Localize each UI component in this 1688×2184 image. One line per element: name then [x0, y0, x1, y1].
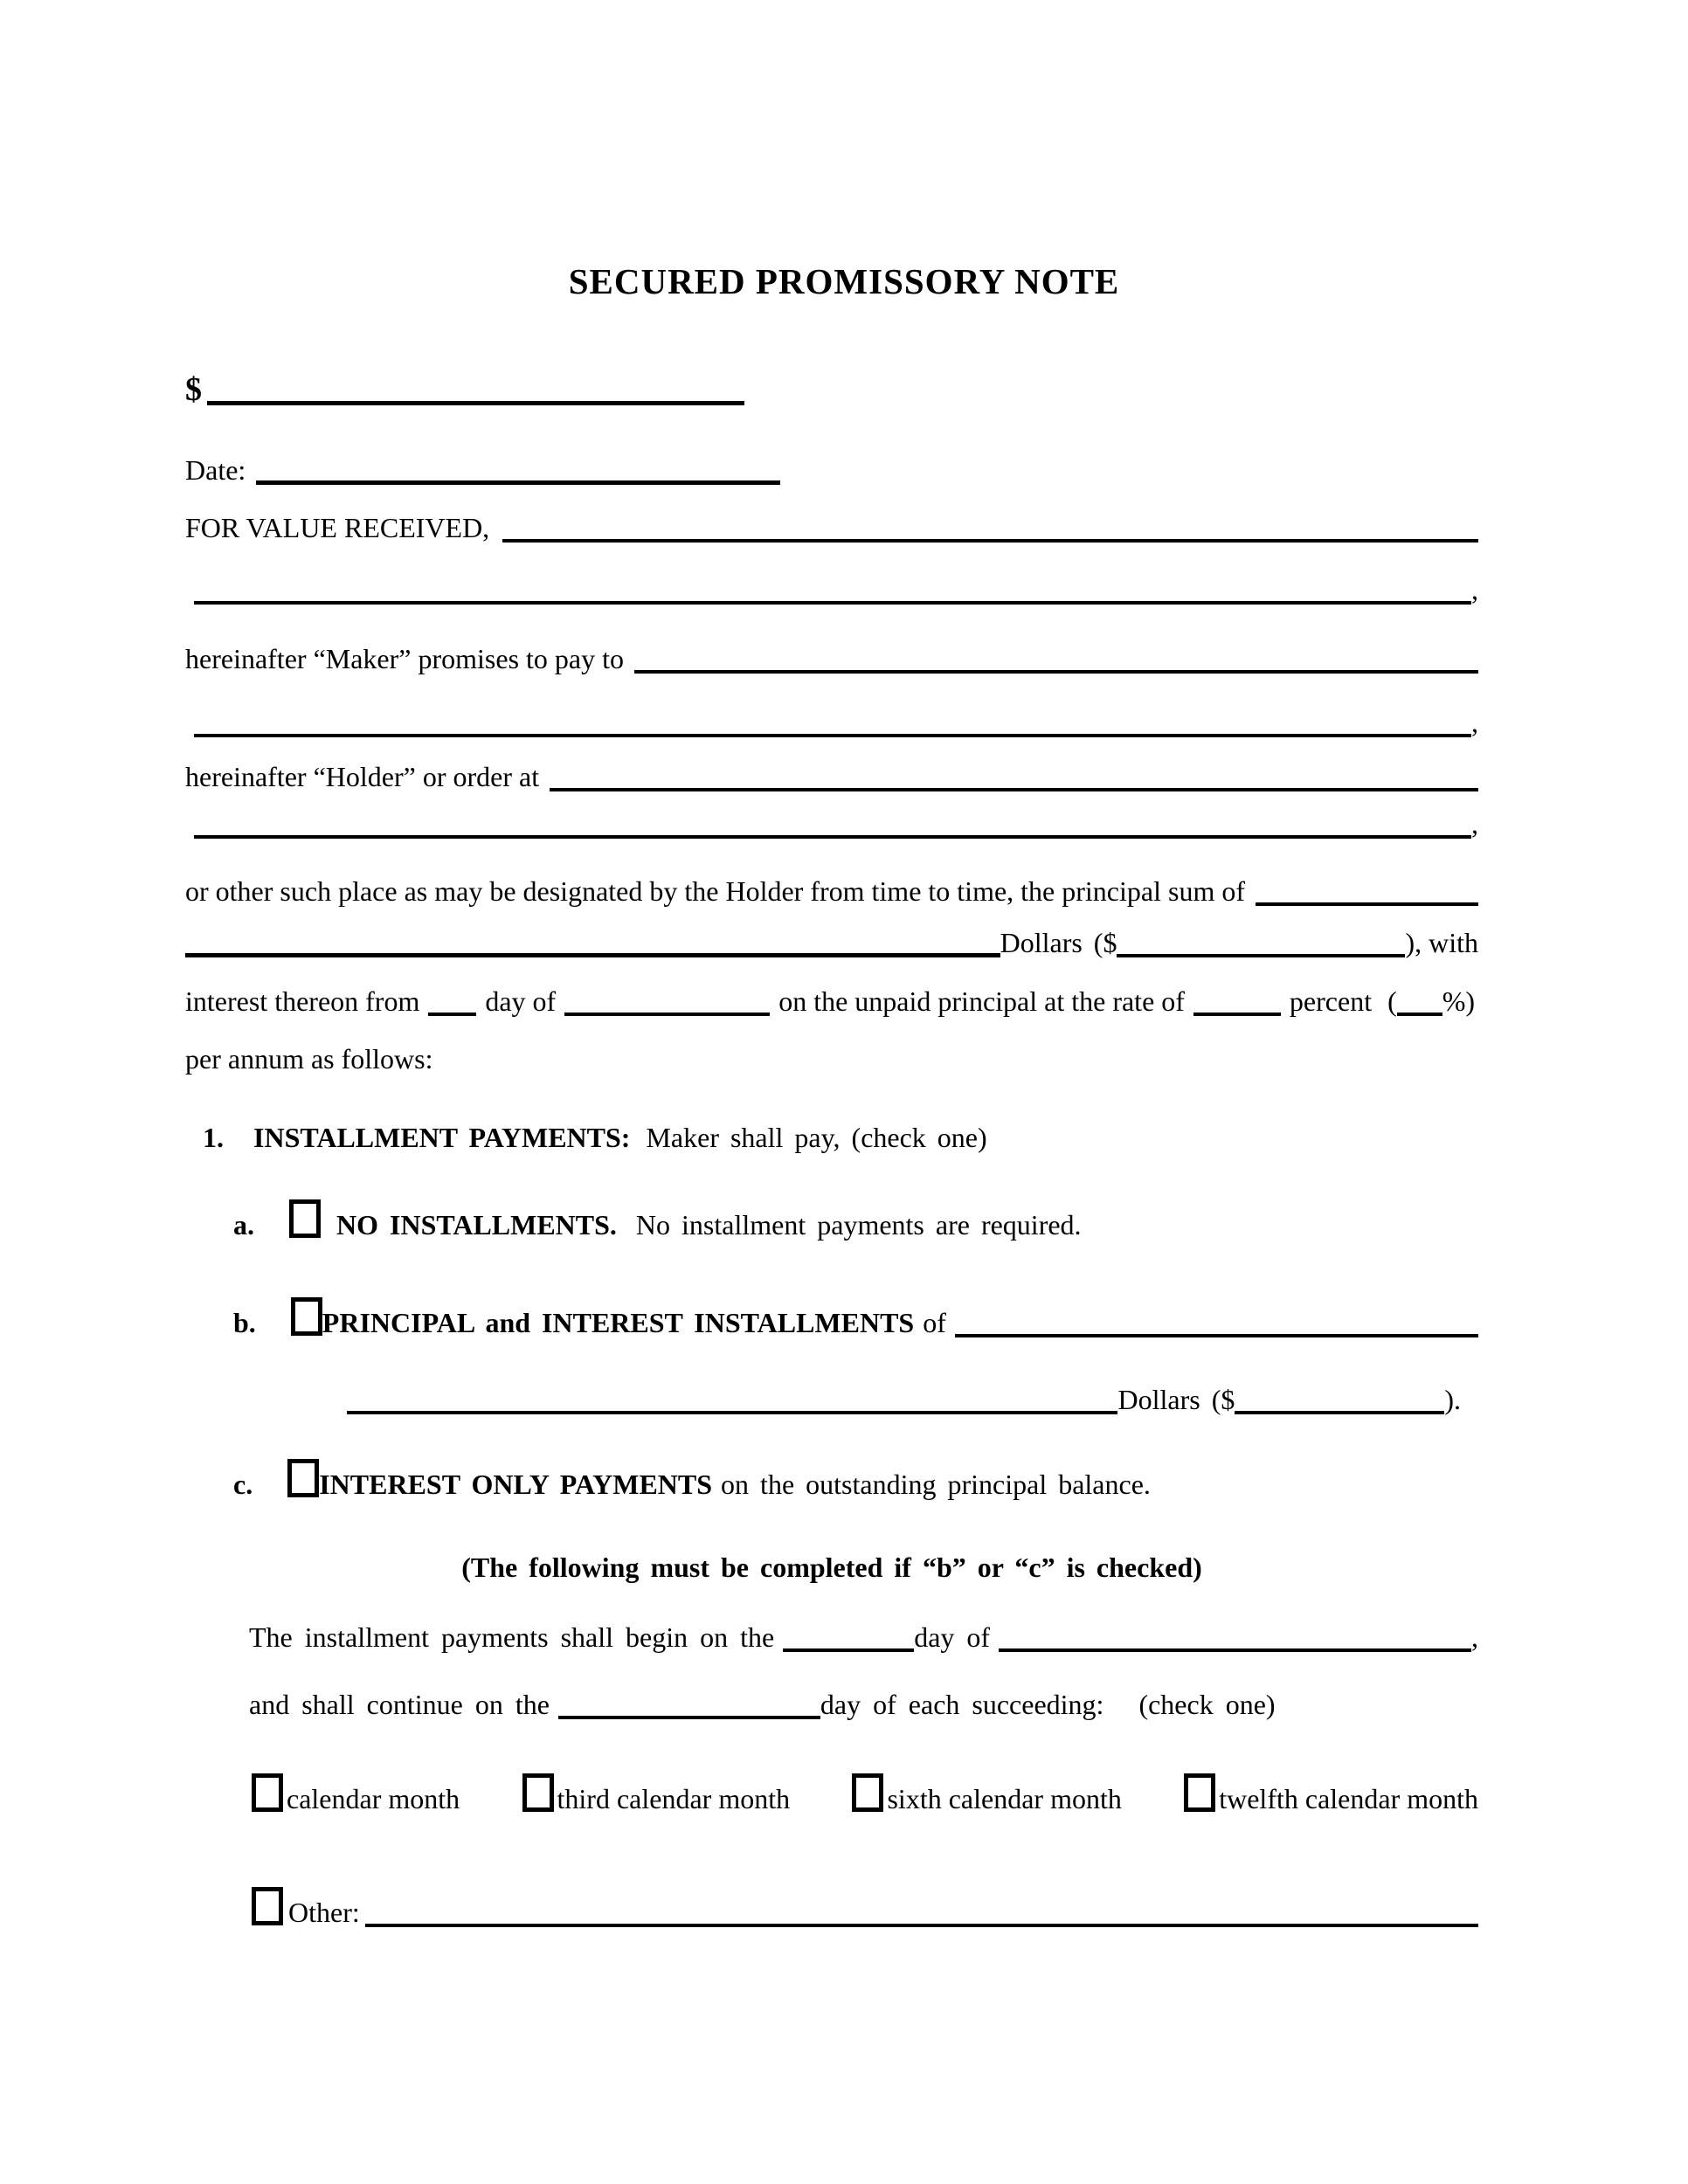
comma-text: ,: [1471, 808, 1478, 840]
third-calendar-month-option: [522, 1770, 791, 1815]
holder-clause-text: hereinafter “Holder” or order at: [185, 761, 540, 792]
comma-text: ,: [1471, 1621, 1478, 1653]
percent-paren-open: (: [1387, 985, 1397, 1017]
item-c-row: [185, 1455, 1478, 1501]
dollars-label: Dollars ($: [1000, 927, 1117, 958]
calendar-month-option: [252, 1770, 460, 1815]
principal-sum-blank[interactable]: [1256, 902, 1478, 906]
other-row: [252, 1883, 1478, 1929]
item-a-bold: NO INSTALLMENTS.: [336, 1209, 617, 1241]
item-c-rest: on the outstanding principal balance.: [721, 1469, 1151, 1500]
holder-address-blank[interactable]: [550, 788, 1478, 791]
begin-day-of-text: day of: [914, 1621, 991, 1653]
interest-rate-blank[interactable]: [1193, 1013, 1281, 1016]
maker-clause-text: hereinafter “Maker” promises to pay to: [185, 643, 625, 674]
principal-sum-words-blank[interactable]: [185, 953, 1000, 957]
continue-day-blank[interactable]: [558, 1716, 820, 1719]
place-clause-text: or other such place as may be designated by the Holder from time to time, the principal sum of: [185, 875, 1245, 907]
begin-day-blank[interactable]: [783, 1648, 914, 1652]
third-calendar-month-label: third calendar month: [557, 1783, 791, 1814]
completion-note-text: (The following must be completed if “b” or “c” is checked): [461, 1552, 1202, 1583]
section1-heading-rest: Maker shall pay, (check one): [646, 1122, 987, 1153]
installment-amount-blank[interactable]: [1235, 1411, 1444, 1414]
interest-rate-pct-blank[interactable]: [1397, 1013, 1442, 1016]
check-one-text: (check one): [1138, 1689, 1276, 1720]
completion-note-row: [185, 1552, 1478, 1584]
section1-heading-row: [203, 1122, 1478, 1154]
maker-clause-row: [185, 643, 1478, 675]
installment-words-blank[interactable]: [955, 1334, 1478, 1337]
maker-name-blank[interactable]: [502, 539, 1478, 543]
checkbox-sixth-calendar-month[interactable]: [852, 1773, 883, 1812]
checkbox-interest-only[interactable]: [287, 1459, 319, 1497]
checkbox-third-calendar-month[interactable]: [522, 1773, 554, 1812]
item-c-letter: c.: [233, 1469, 253, 1500]
interest-from-text: interest thereon from: [185, 985, 420, 1017]
item-a-row: [185, 1196, 1478, 1241]
holder-continuation-row: [185, 808, 1478, 840]
checkbox-other[interactable]: [252, 1887, 283, 1925]
checkbox-calendar-month[interactable]: [252, 1773, 283, 1812]
item-b-rest: of: [923, 1307, 946, 1338]
sixth-calendar-month-label: sixth calendar month: [887, 1783, 1122, 1814]
checkbox-twelfth-calendar-month[interactable]: [1184, 1773, 1215, 1812]
maker-continuation-row: [185, 574, 1478, 606]
percent-paren-close: %): [1442, 985, 1476, 1017]
date-row: [185, 454, 1478, 487]
dollars-suffix: ), with: [1405, 927, 1478, 958]
amount-blank[interactable]: [207, 401, 744, 405]
interest-rate-text: on the unpaid principal at the rate of: [778, 985, 1185, 1017]
for-value-text: FOR VALUE RECEIVED,: [185, 512, 490, 543]
payee-continuation-row: [185, 707, 1478, 739]
installment-words-blank-2[interactable]: [347, 1411, 1117, 1414]
maker-name-blank-2[interactable]: [194, 601, 1471, 605]
item-b-dollars-row: [347, 1384, 1461, 1416]
calendar-month-label: calendar month: [287, 1783, 460, 1814]
holder-address-blank-2[interactable]: [194, 835, 1471, 839]
date-label: Date:: [185, 454, 246, 486]
twelfth-calendar-month-label: twelfth calendar month: [1219, 1783, 1478, 1814]
checkbox-principal-interest[interactable]: [291, 1297, 322, 1336]
continue-succeeding-text: day of each succeeding:: [820, 1689, 1104, 1720]
interest-row: [185, 985, 1478, 1018]
interest-percent-text: percent: [1289, 985, 1373, 1017]
for-value-row: [185, 512, 1478, 544]
other-blank[interactable]: [365, 1924, 1478, 1927]
holder-clause-row: [185, 761, 1478, 793]
checkbox-no-installments[interactable]: [289, 1199, 321, 1238]
continue-row: [249, 1689, 1478, 1721]
interest-start-month-blank[interactable]: [564, 1013, 770, 1016]
item-a-letter: a.: [233, 1209, 254, 1241]
interest-start-day-blank[interactable]: [428, 1013, 476, 1016]
per-annum-text: per annum as follows:: [185, 1043, 433, 1075]
dollar-sign: $: [185, 371, 202, 408]
per-annum-row: [185, 1043, 1478, 1075]
section1-heading: INSTALLMENT PAYMENTS:: [253, 1122, 631, 1153]
title-text: SECURED PROMISSORY NOTE: [568, 261, 1120, 301]
comma-text: ,: [1471, 574, 1478, 605]
begin-row: [249, 1621, 1478, 1654]
sixth-calendar-month-option: [852, 1770, 1121, 1815]
amount-row: [185, 370, 1478, 409]
item-b-dollars-label: Dollars ($: [1117, 1384, 1235, 1415]
item-c-bold: INTEREST ONLY PAYMENTS: [319, 1469, 713, 1500]
principal-sum-row: [185, 875, 1478, 908]
date-blank[interactable]: [256, 480, 780, 485]
item-b-row: [185, 1294, 1478, 1339]
frequency-options-row: [252, 1770, 1478, 1815]
twelfth-calendar-month-option: [1184, 1770, 1478, 1815]
item-b-suffix: ).: [1444, 1384, 1461, 1415]
begin-text: The installment payments shall begin on the: [249, 1621, 775, 1653]
item-b-letter: b.: [233, 1307, 256, 1338]
comma-text: ,: [1471, 707, 1478, 738]
continue-text: and shall continue on the: [249, 1689, 550, 1720]
item-a-rest: No installment payments are required.: [635, 1209, 1082, 1241]
interest-day-of-text: day of: [485, 985, 557, 1017]
other-label: Other:: [288, 1897, 360, 1928]
principal-amount-blank[interactable]: [1117, 954, 1405, 957]
payee-name-blank-2[interactable]: [194, 734, 1471, 737]
item-b-bold: PRINCIPAL and INTEREST INSTALLMENTS: [322, 1307, 915, 1338]
page-title: [0, 260, 1688, 302]
begin-month-blank[interactable]: [999, 1648, 1471, 1652]
payee-name-blank[interactable]: [634, 670, 1478, 674]
section1-number: 1.: [203, 1122, 224, 1153]
dollars-row: [185, 927, 1478, 959]
